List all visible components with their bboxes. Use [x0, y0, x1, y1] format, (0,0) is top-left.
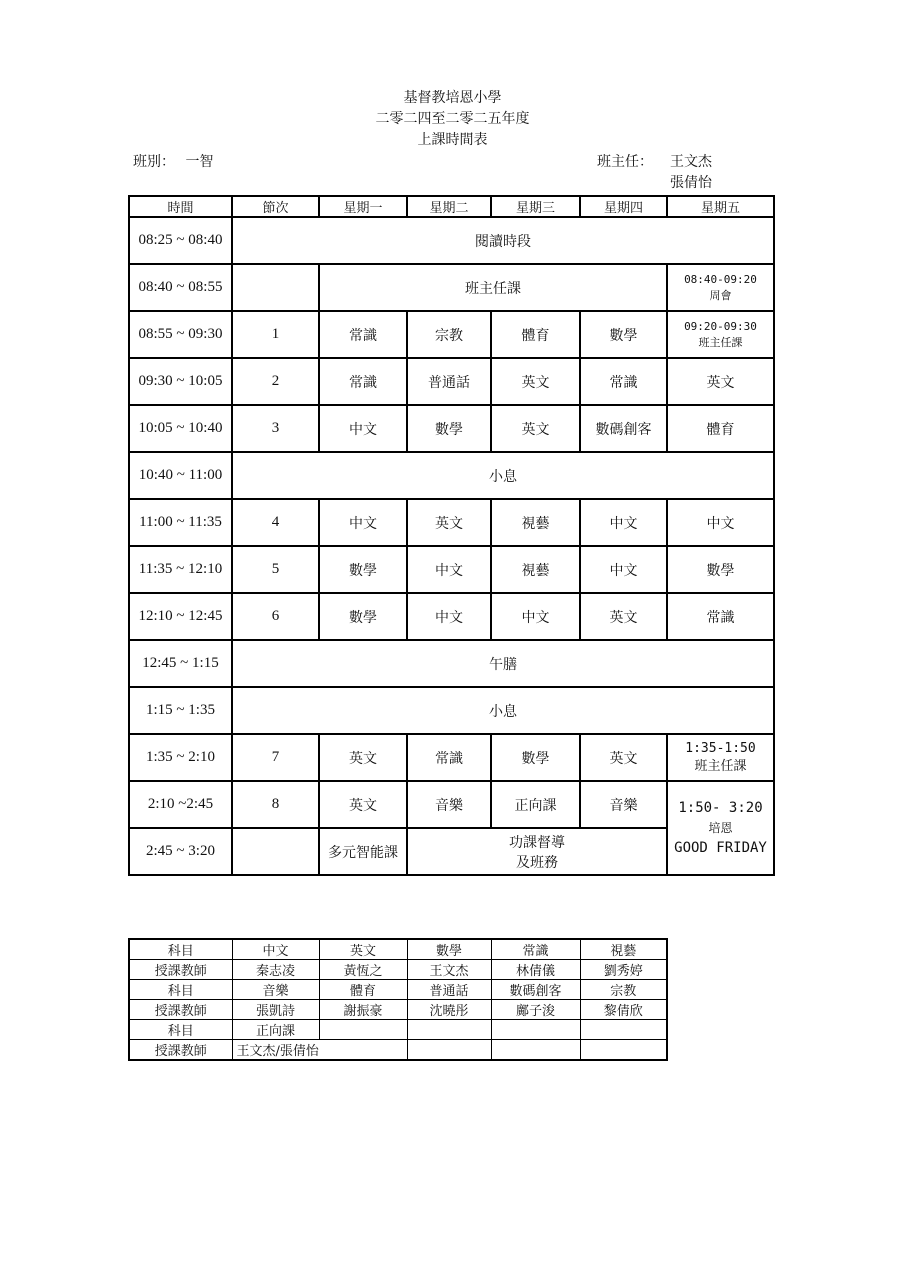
time-cell: 08:25 ~ 08:40 — [129, 217, 232, 264]
empty-cell — [491, 1040, 580, 1061]
subject-cell: 數碼創客 — [491, 980, 580, 1000]
thursday-cell: 英文 — [580, 593, 667, 640]
teacher-cell: 王文杰/張倩怡 — [232, 1040, 407, 1061]
header-period: 節次 — [232, 196, 319, 217]
thursday-cell: 數碼創客 — [580, 405, 667, 452]
empty-cell — [319, 1020, 407, 1040]
table-row — [129, 452, 774, 499]
row-label: 授課教師 — [129, 1000, 232, 1020]
monday-cell: 數學 — [319, 546, 407, 593]
table-row — [129, 405, 774, 452]
lunch-cell: 午膳 — [232, 640, 774, 687]
table-row — [129, 546, 774, 593]
teacher-cell: 秦志凌 — [232, 960, 319, 980]
table-row — [129, 687, 774, 734]
timetable-header-row — [129, 196, 774, 217]
subject-cell: 正向課 — [232, 1020, 319, 1040]
homework-line-1: 功課督導 — [509, 834, 565, 851]
teacher-cell: 黃恆之 — [319, 960, 407, 980]
timetable — [128, 195, 775, 876]
friday-time: 08:40-09:20 — [684, 272, 757, 286]
subject-row — [129, 1020, 667, 1040]
monday-cell: 常識 — [319, 358, 407, 405]
time-cell: 08:55 ~ 09:30 — [129, 311, 232, 358]
time-cell: 11:35 ~ 12:10 — [129, 546, 232, 593]
subject-cell: 宗教 — [580, 980, 667, 1000]
subject-cell: 體育 — [319, 980, 407, 1000]
empty-cell — [580, 1040, 667, 1061]
time-cell: 12:45 ~ 1:15 — [129, 640, 232, 687]
time-cell: 1:35 ~ 2:10 — [129, 734, 232, 781]
tuesday-cell: 宗教 — [407, 311, 491, 358]
class-teacher-1: 王文杰 — [670, 154, 712, 170]
wednesday-cell: 數學 — [491, 734, 580, 781]
period-cell: 6 — [232, 593, 319, 640]
friday-note: 班主任課 — [694, 758, 747, 774]
empty-cell — [407, 1040, 491, 1061]
thursday-cell: 數學 — [580, 311, 667, 358]
period-cell: 5 — [232, 546, 319, 593]
recess-cell: 小息 — [232, 687, 774, 734]
friday-note: 周會 — [709, 288, 732, 302]
teacher-table — [128, 938, 668, 1061]
table-row — [129, 734, 774, 781]
teacher-row — [129, 960, 667, 980]
time-cell: 2:45 ~ 3:20 — [129, 828, 232, 875]
time-cell: 08:40 ~ 08:55 — [129, 264, 232, 311]
teacher-cell: 王文杰 — [407, 960, 491, 980]
homework-line-2: 及班務 — [516, 854, 558, 871]
class-teacher-label: 班主任： — [597, 154, 653, 170]
friday-time: 1:35-1:50 — [685, 740, 756, 756]
table-row — [129, 217, 774, 264]
table-row — [129, 499, 774, 546]
friday-cell — [667, 734, 774, 781]
reading-session-cell: 閱讀時段 — [232, 217, 774, 264]
subject-cell: 數學 — [407, 939, 491, 960]
tuesday-cell: 數學 — [407, 405, 491, 452]
period-cell: 1 — [232, 311, 319, 358]
teacher-row — [129, 1040, 667, 1061]
period-cell — [232, 828, 319, 875]
period-cell: 4 — [232, 499, 319, 546]
time-cell: 09:30 ~ 10:05 — [129, 358, 232, 405]
thursday-cell: 常識 — [580, 358, 667, 405]
period-cell — [232, 264, 319, 311]
friday-cell — [667, 264, 774, 311]
time-cell: 12:10 ~ 12:45 — [129, 593, 232, 640]
friday-cell: 數學 — [667, 546, 774, 593]
school-name: 基督教培恩小學 — [403, 90, 502, 106]
tuesday-cell: 普通話 — [407, 358, 491, 405]
friday-time: 1:50- 3:20 — [678, 800, 763, 816]
time-cell: 2:10 ~2:45 — [129, 781, 232, 828]
friday-cell — [667, 311, 774, 358]
row-label: 科目 — [129, 1020, 232, 1040]
subject-cell: 音樂 — [232, 980, 319, 1000]
subject-cell: 常識 — [491, 939, 580, 960]
teacher-cell: 沈曉彤 — [407, 1000, 491, 1020]
empty-cell — [580, 1020, 667, 1040]
wednesday-cell: 正向課 — [491, 781, 580, 828]
thursday-cell: 英文 — [580, 734, 667, 781]
subject-cell: 英文 — [319, 939, 407, 960]
teacher-cell: 黎倩欣 — [580, 1000, 667, 1020]
friday-good-friday-cell — [667, 781, 774, 875]
header-thursday: 星期四 — [580, 196, 667, 217]
document-title: 上課時間表 — [417, 132, 488, 148]
row-label: 授課教師 — [129, 960, 232, 980]
monday-cell: 英文 — [319, 734, 407, 781]
class-info — [133, 152, 213, 172]
wednesday-cell: 視藝 — [491, 546, 580, 593]
row-label: 授課教師 — [129, 1040, 232, 1061]
thursday-cell: 中文 — [580, 499, 667, 546]
teacher-cell: 林倩儀 — [491, 960, 580, 980]
header-wednesday: 星期三 — [491, 196, 580, 217]
period-cell: 3 — [232, 405, 319, 452]
wednesday-cell: 英文 — [491, 358, 580, 405]
subject-row — [129, 980, 667, 1000]
tuesday-cell: 常識 — [407, 734, 491, 781]
tuesday-cell: 英文 — [407, 499, 491, 546]
table-row — [129, 264, 774, 311]
recess-cell: 小息 — [232, 452, 774, 499]
table-row — [129, 593, 774, 640]
period-cell: 7 — [232, 734, 319, 781]
table-row — [129, 358, 774, 405]
empty-cell — [407, 1020, 491, 1040]
tuesday-cell: 中文 — [407, 593, 491, 640]
monday-cell: 多元智能課 — [319, 828, 407, 875]
time-cell: 10:05 ~ 10:40 — [129, 405, 232, 452]
class-teacher-2: 張倩怡 — [670, 175, 712, 191]
friday-cell: 常識 — [667, 593, 774, 640]
teacher-row — [129, 1000, 667, 1020]
time-cell: 10:40 ~ 11:00 — [129, 452, 232, 499]
subject-cell: 普通話 — [407, 980, 491, 1000]
wednesday-cell: 體育 — [491, 311, 580, 358]
table-row — [129, 640, 774, 687]
table-row — [129, 311, 774, 358]
monday-cell: 常識 — [319, 311, 407, 358]
table-row — [129, 781, 774, 828]
monday-cell: 中文 — [319, 499, 407, 546]
tuesday-cell: 中文 — [407, 546, 491, 593]
monday-cell: 英文 — [319, 781, 407, 828]
header-monday: 星期一 — [319, 196, 407, 217]
wednesday-cell: 中文 — [491, 593, 580, 640]
friday-cell: 英文 — [667, 358, 774, 405]
row-label: 科目 — [129, 980, 232, 1000]
header-time: 時間 — [129, 196, 232, 217]
thursday-cell: 中文 — [580, 546, 667, 593]
period-cell: 2 — [232, 358, 319, 405]
subject-cell: 視藝 — [580, 939, 667, 960]
class-label: 班別： — [133, 154, 175, 170]
friday-holiday: GOOD FRIDAY — [674, 840, 767, 856]
time-cell: 11:00 ~ 11:35 — [129, 499, 232, 546]
row-label: 科目 — [129, 939, 232, 960]
subject-cell: 中文 — [232, 939, 319, 960]
class-value: 一智 — [185, 154, 214, 170]
class-teacher-lesson-cell: 班主任課 — [319, 264, 667, 311]
teacher-cell: 劉秀婷 — [580, 960, 667, 980]
teacher-cell: 謝振豪 — [319, 1000, 407, 1020]
header-friday: 星期五 — [667, 196, 774, 217]
time-cell: 1:15 ~ 1:35 — [129, 687, 232, 734]
teacher-cell: 張凱詩 — [232, 1000, 319, 1020]
wednesday-cell: 英文 — [491, 405, 580, 452]
friday-time: 09:20-09:30 — [684, 319, 757, 333]
period-cell: 8 — [232, 781, 319, 828]
wednesday-cell: 視藝 — [491, 499, 580, 546]
thursday-cell: 音樂 — [580, 781, 667, 828]
tuesday-cell: 音樂 — [407, 781, 491, 828]
monday-cell: 中文 — [319, 405, 407, 452]
friday-school-name: 培恩 — [708, 821, 733, 835]
monday-cell: 數學 — [319, 593, 407, 640]
header-tuesday: 星期二 — [407, 196, 491, 217]
teacher-cell: 鄺子浚 — [491, 1000, 580, 1020]
homework-supervision-cell — [407, 828, 667, 875]
empty-cell — [491, 1020, 580, 1040]
school-year: 二零二四至二零二五年度 — [375, 111, 530, 127]
friday-cell: 體育 — [667, 405, 774, 452]
subject-row — [129, 939, 667, 960]
friday-cell: 中文 — [667, 499, 774, 546]
friday-note: 班主任課 — [698, 335, 743, 349]
